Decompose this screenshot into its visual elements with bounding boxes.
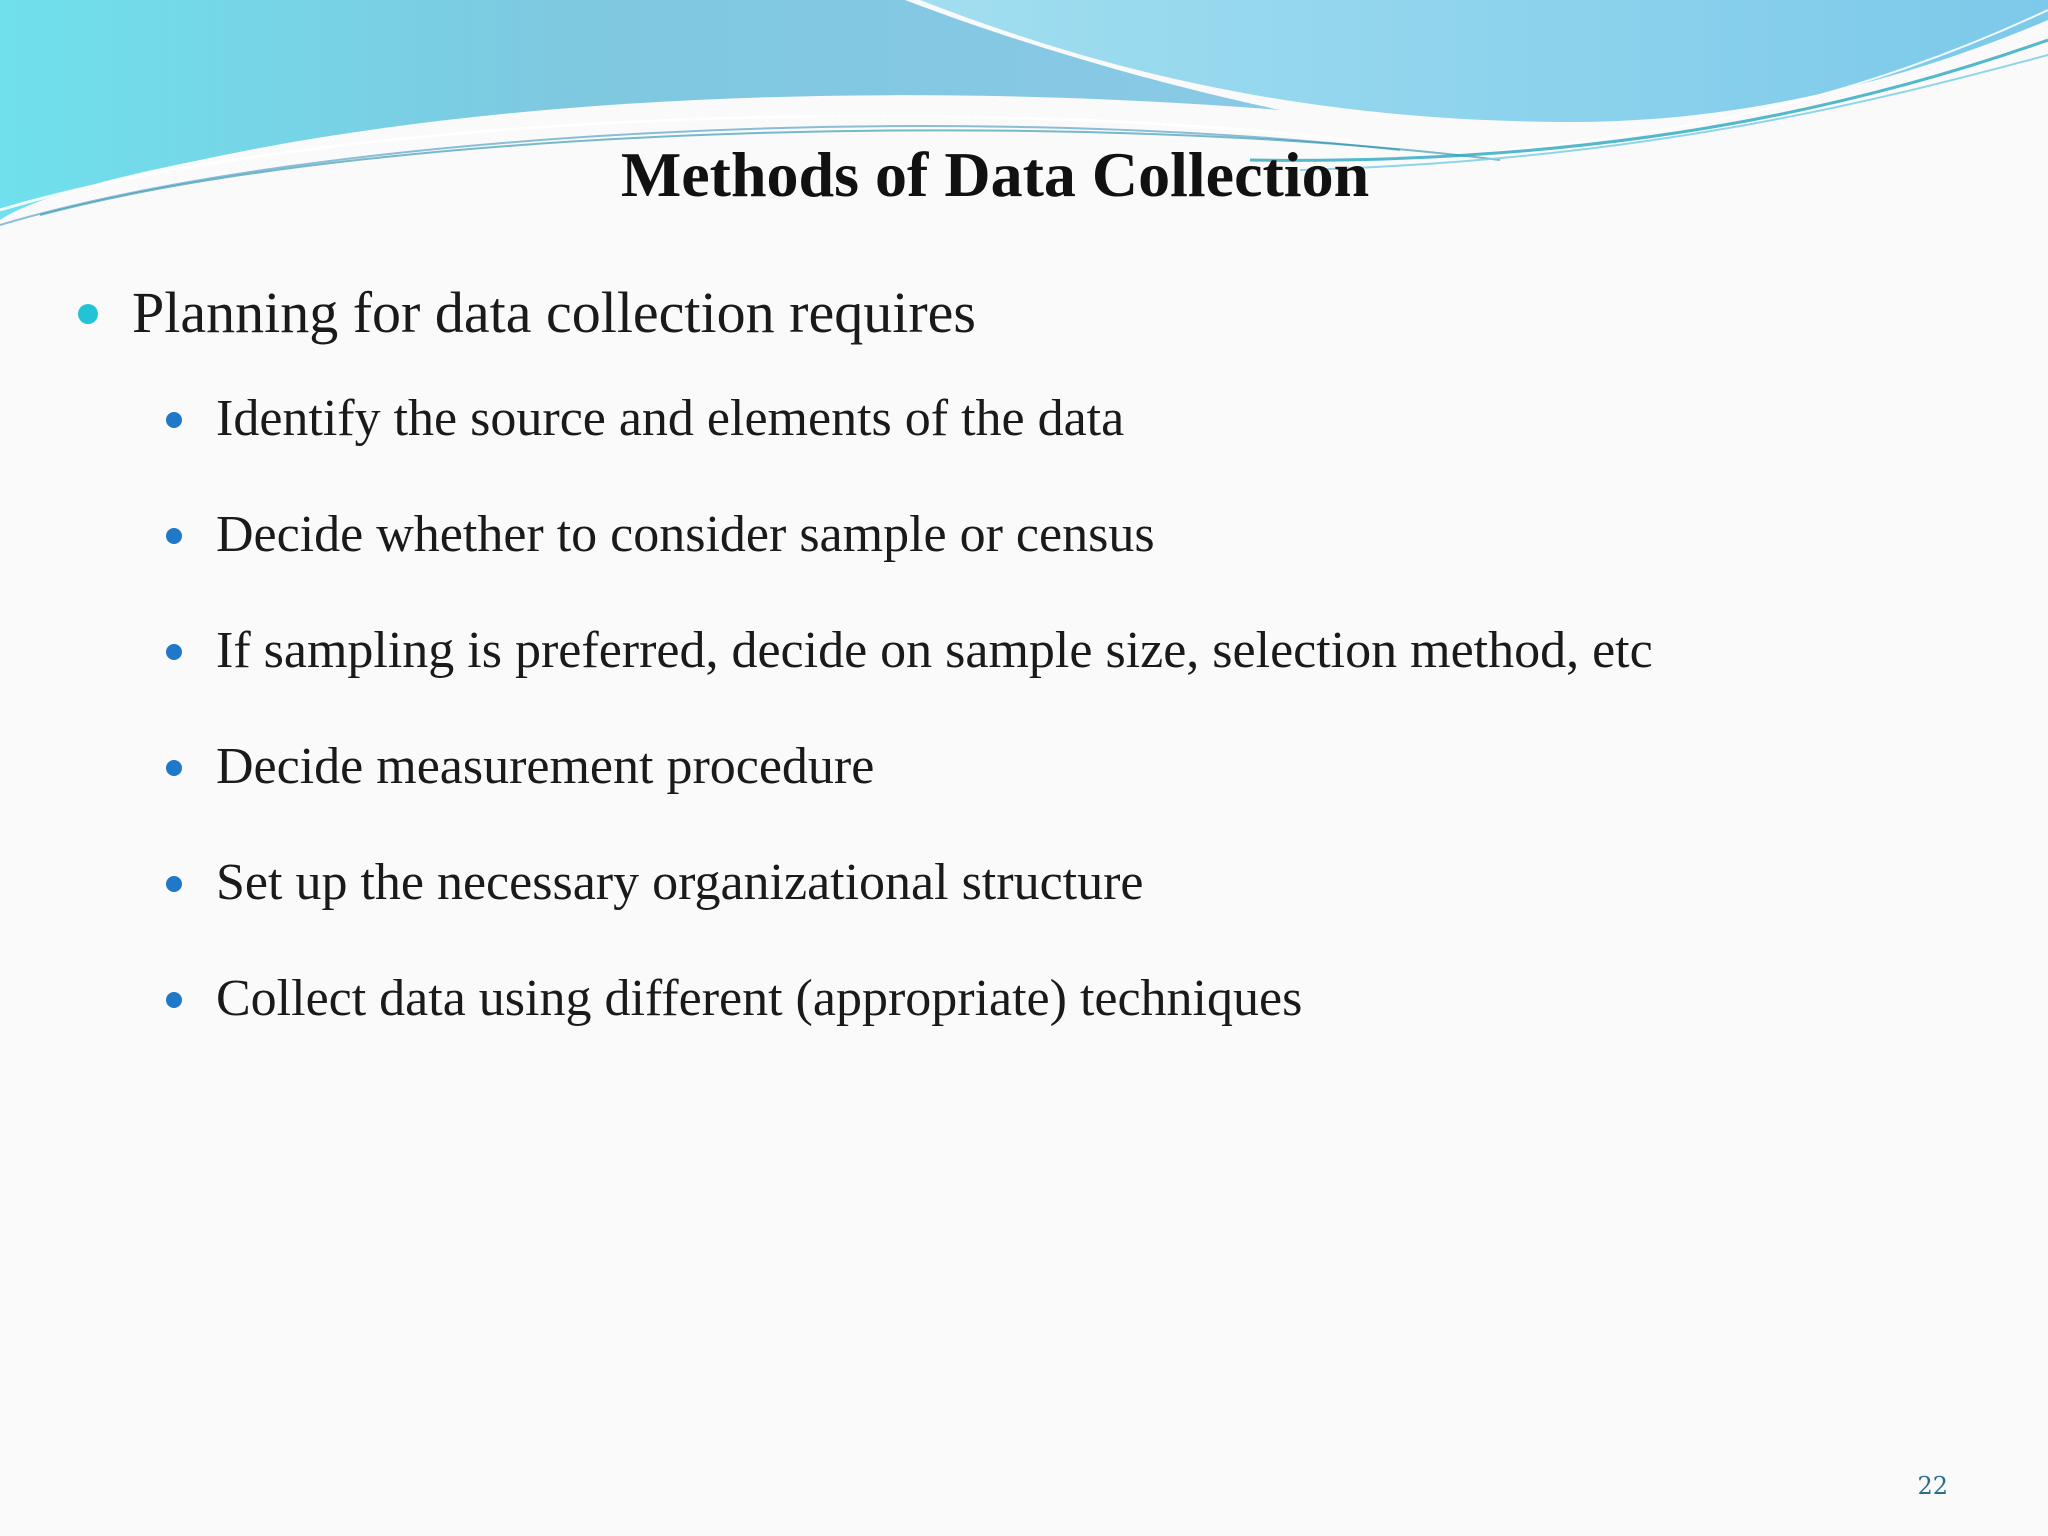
sub-bullet-text: Decide measurement procedure bbox=[216, 737, 875, 795]
sub-bullet-text: If sampling is preferred, decide on sample size, selection method, etc bbox=[216, 621, 1653, 679]
bullet-dot-icon bbox=[78, 304, 98, 324]
sub-bullet-list bbox=[70, 388, 1970, 1084]
main-bullet-text: Planning for data collection requires bbox=[132, 280, 976, 345]
sub-bullet-item bbox=[70, 736, 1970, 852]
slide-title: Methods of Data Collection bbox=[620, 139, 1370, 210]
sub-bullet-item bbox=[70, 388, 1970, 504]
sub-bullet-item bbox=[70, 504, 1970, 620]
sub-bullet-text: Set up the necessary organizational structure bbox=[216, 853, 1144, 911]
main-bullet-item bbox=[70, 278, 1970, 348]
sub-bullet-item bbox=[70, 968, 1970, 1084]
sub-bullet-text: Identify the source and elements of the data bbox=[216, 389, 1125, 447]
bullet-dot-icon bbox=[166, 760, 182, 776]
bullet-dot-icon bbox=[166, 644, 182, 660]
bullet-dot-icon bbox=[166, 412, 182, 428]
sub-bullet-item bbox=[70, 852, 1970, 968]
page-number: 22 bbox=[1917, 1472, 1948, 1500]
bullet-dot-icon bbox=[166, 992, 182, 1008]
bullet-dot-icon bbox=[166, 876, 182, 892]
sub-bullet-item bbox=[70, 620, 1970, 736]
bullet-dot-icon bbox=[166, 528, 182, 544]
sub-bullet-text: Collect data using different (appropriate) techniques bbox=[216, 969, 1303, 1027]
sub-bullet-text: Decide whether to consider sample or census bbox=[216, 505, 1155, 563]
bullet-content bbox=[70, 278, 1970, 1100]
